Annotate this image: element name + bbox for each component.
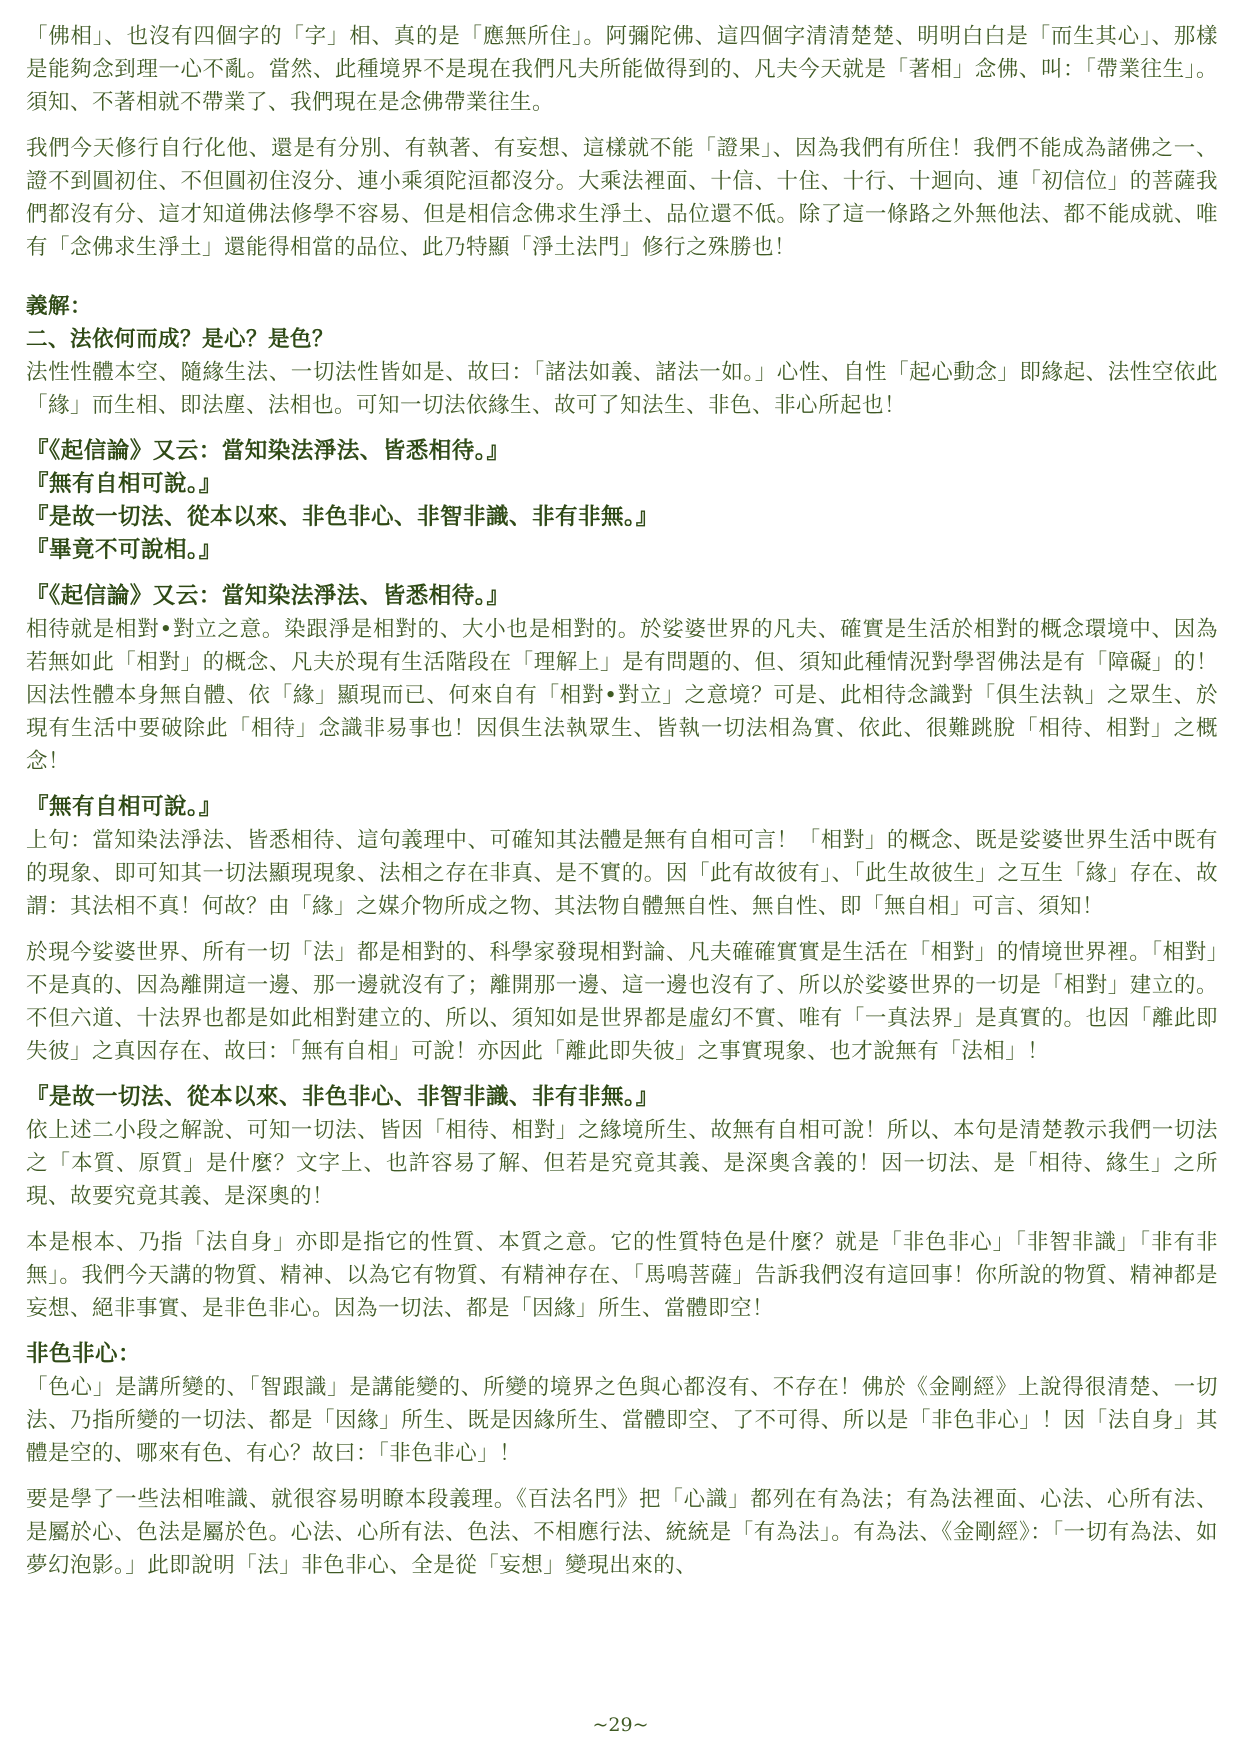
subsection-heading: 『無有自相可說。』 — [26, 794, 222, 820]
quote-block — [26, 435, 1218, 567]
paragraph: 「色心」是講所變的、「智跟識」是講能變的、所變的境界之色與心都沒有、不存在！佛於《金剛經》上說得很清楚、一切法、乃指所變的一切法、都是「因緣」所生、既是因緣所生、當體即空、了不可得、所以是「非色非心」！因「法自身」其體是空的、哪來有色、有心？故曰：「非色非心」！ — [26, 1375, 1218, 1466]
section-intro: 法性性體本空、隨緣生法、一切法性皆如是、故曰：「諸法如義、諸法一如。」心性、自性「起心動念」即緣起、法性空依此「緣」而生相、即法塵、法相也。可知一切法依緣生、故可了知法生、非色、非心所起也！ — [26, 360, 1218, 418]
page-number: ~29~ — [592, 1714, 649, 1736]
spacer — [26, 567, 1218, 580]
spacer — [26, 277, 1218, 290]
quote-line: 『是故一切法、從本以來、非色非心、非智非識、非有非無。』 — [26, 504, 659, 530]
paragraph: 「佛相」、也沒有四個字的「字」相、真的是「應無所住」。阿彌陀佛、這四個字清清楚楚、明明白白是「而生其心」、那樣是能夠念到理一心不亂。當然、此種境界不是現在我們凡夫所能做得到的、凡夫今天就是「著相」念佛、叫：「帶業往生」。須知、不著相就不帶業了、我們現在是念佛帶業往生。 — [26, 24, 1218, 115]
paragraph: 本是根本、乃指「法自身」亦即是指它的性質、本質之意。它的性質特色是什麼？就是「非色非心」「非智非識」「非有非無」。我們今天講的物質、精神、以為它有物質、有精神存在、「馬鳴菩薩」告訴我們沒有這回事！你所說的物質、精神都是妄想、絕非事實、是非色非心。因為一切法、都是「因緣」所生、當體即空！ — [26, 1230, 1218, 1321]
paragraph: 於現今娑婆世界、所有一切「法」都是相對的、科學家發現相對論、凡夫確確實實是生活在「相對」的情境世界裡。「相對」不是真的、因為離開這一邊、那一邊就沒有了；離開那一邊、這一邊也沒有了、所以於娑婆世界的一切是「相對」建立的。不但六道、十法界也都是如此相對建立的、所以、須知如是世界都是虛幻不實、唯有「一真法界」是真實的。也因「離此即失彼」之真因存在、故曰：「無有自相」可說！亦因此「離此即失彼」之事實現象、也才說無有「法相」！ — [26, 940, 1218, 1064]
section-label: 義解： — [26, 294, 93, 319]
subsection-heading: 非色非心： — [26, 1341, 142, 1367]
document-page — [26, 20, 1218, 1582]
subsection-heading: 『是故一切法、從本以來、非色非心、非智非識、非有非無。』 — [26, 1084, 659, 1110]
section-heading: 二、法依何而成？是心？是色？ — [26, 327, 335, 352]
quote-line: 『無有自相可說。』 — [26, 471, 222, 497]
quote-line: 『《起信論》又云：當知染法淨法、皆悉相待。』 — [26, 438, 510, 464]
paragraph: 依上述二小段之解說、可知一切法、皆因「相待、相對」之緣境所生、故無有自相可說！所以、本句是清楚教示我們一切法之「本質、原質」是什麼？文字上、也許容易了解、但若是究竟其義、是深奧含義的！因一切法、是「相待、緣生」之所現、故要究竟其義、是深奧的！ — [26, 1118, 1218, 1209]
paragraph: 要是學了一些法相唯識、就很容易明瞭本段義理。《百法名門》把「心識」都列在有為法；有為法裡面、心法、心所有法、是屬於心、色法是屬於色。心法、心所有法、色法、不相應行法、統統是「有為法」。有為法、《金剛經》：「一切有為法、如夢幻泡影。」此即說明「法」非色非心、全是從「妄想」變現出來的、 — [26, 1487, 1218, 1578]
paragraph: 上句：當知染法淨法、皆悉相待、這句義理中、可確知其法體是無有自相可言！「相對」的概念、既是娑婆世界生活中既有的現象、即可知其一切法顯現現象、法相之存在非真、是不實的。因「此有故彼有」、「此生故彼生」之互生「緣」存在、故謂：其法相不真！何故？由「緣」之媒介物所成之物、其法物自體無自性、無自性、即「無自相」可言、須知！ — [26, 828, 1218, 919]
paragraph: 相待就是相對•對立之意。染跟淨是相對的、大小也是相對的。於娑婆世界的凡夫、確實是生活於相對的概念環境中、因為若無如此「相對」的概念、凡夫於現有生活階段在「理解上」是有問題的、但、須知此種情況對學習佛法是有「障礙」的！因法性體本身無自體、依「緣」顯現而已、何來自有「相對•對立」之意境？可是、此相待念識對「俱生法執」之眾生、於現有生活中要破除此「相待」念識非易事也！因俱生法執眾生、皆執一切法相為實、依此、很難跳脫「相待、相對」之概念！ — [26, 617, 1218, 774]
paragraph: 我們今天修行自行化他、還是有分別、有執著、有妄想、這樣就不能「證果」、因為我們有所住！我們不能成為諸佛之一、證不到圓初住、不但圓初住沒分、連小乘須陀洹都沒分。大乘法裡面、十信、十住、十行、十迴向、連「初信位」的菩薩我們都沒有分、這才知道佛法修學不容易、但是相信念佛求生淨土、品位還不低。除了這一條路之外無他法、都不能成就、唯有「念佛求生淨土」還能得相當的品位、此乃特顯「淨土法門」修行之殊勝也！ — [26, 136, 1218, 260]
subsection-heading: 『《起信論》又云：當知染法淨法、皆悉相待。』 — [26, 583, 510, 609]
quote-line: 『畢竟不可說相。』 — [26, 537, 222, 563]
